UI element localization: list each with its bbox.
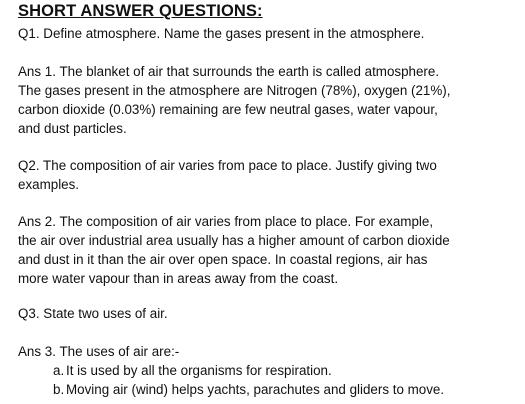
answer-3 bbox=[18, 342, 518, 399]
answer-line: and dust particles. bbox=[18, 121, 127, 136]
answer-line: carbon dioxide (0.03%) remaining are few neutral gases, water vapour, bbox=[18, 102, 438, 117]
answer-line: and dust in it than the air over open space. In coastal regions, air has bbox=[18, 252, 428, 267]
answer-intro: Ans 3. The uses of air are:- bbox=[18, 344, 180, 359]
answer-line: Ans 2. The composition of air varies from place to place. For example, bbox=[18, 214, 434, 229]
question-2 bbox=[18, 156, 518, 194]
list-item-text: Moving air (wind) helps yachts, parachutes and gliders to move. bbox=[66, 382, 445, 397]
list-item bbox=[18, 361, 518, 380]
question-line: Q3. State two uses of air. bbox=[18, 306, 168, 321]
answer-1 bbox=[18, 62, 518, 138]
question-line: Q1. Define atmosphere. Name the gases present in the atmosphere. bbox=[18, 26, 425, 41]
list-item bbox=[18, 380, 518, 399]
question-line: Q2. The composition of air varies from pace to place. Justify giving two bbox=[18, 158, 437, 173]
question-1 bbox=[18, 24, 518, 43]
answer-2 bbox=[18, 212, 518, 288]
answer-line: The gases present in the atmosphere are Nitrogen (78%), oxygen (21%), bbox=[18, 83, 451, 98]
question-3 bbox=[18, 304, 518, 323]
answer-line: more water vapour than in areas away from the coast. bbox=[18, 271, 339, 286]
answer-line: the air over industrial area usually has a higher amount of carbon dioxide bbox=[18, 233, 450, 248]
list-item-text: It is used by all the organisms for respiration. bbox=[66, 363, 332, 378]
section-heading: SHORT ANSWER QUESTIONS: bbox=[18, 2, 263, 20]
list-marker: b. bbox=[53, 382, 65, 397]
uses-list bbox=[18, 361, 518, 399]
list-marker: a. bbox=[53, 363, 65, 378]
question-line: examples. bbox=[18, 177, 80, 192]
answer-line: Ans 1. The blanket of air that surrounds the earth is called atmosphere. bbox=[18, 64, 440, 79]
